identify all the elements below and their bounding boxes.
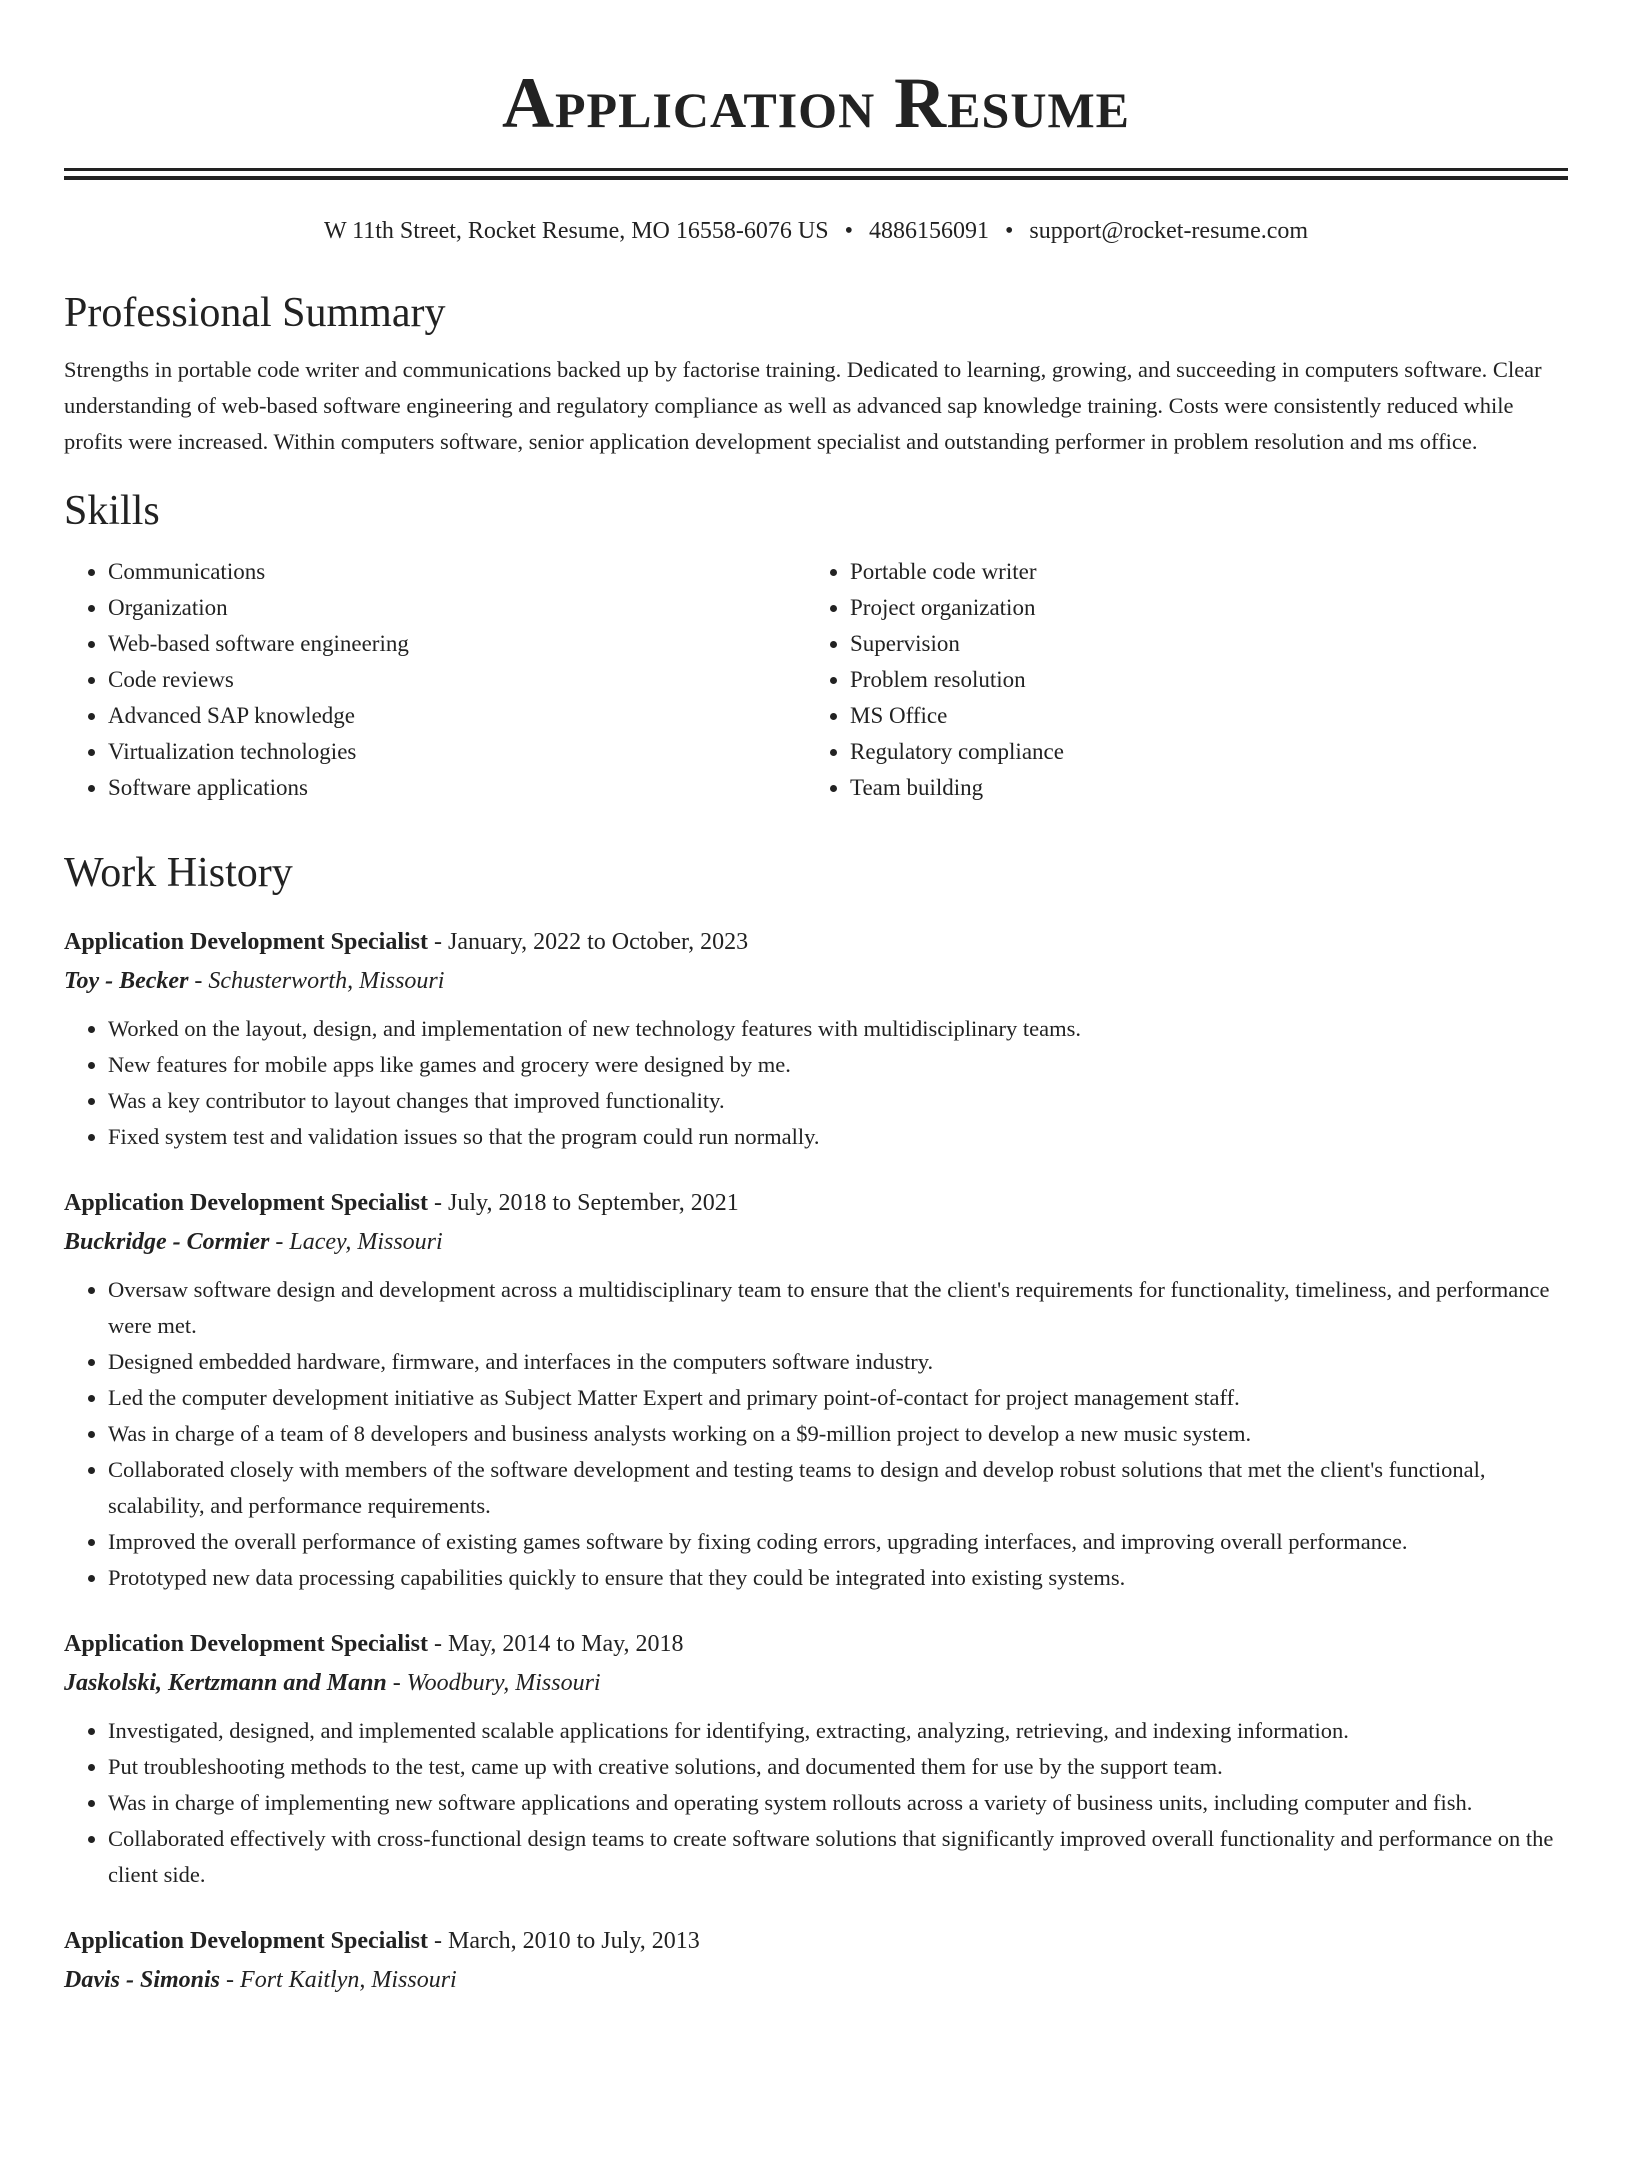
job-company-line (64, 963, 1568, 999)
job-title-line (64, 1923, 1568, 1959)
job-entry (64, 1923, 1568, 1998)
title-divider-bottom (64, 176, 1568, 180)
list-item: • Led the computer development initiative as Subject Matter Expert and primary point-of-contact for project management staff. (108, 1380, 1568, 1416)
list-item: • Advanced SAP knowledge (108, 698, 806, 734)
list-item: • Investigated, designed, and implemented scalable applications for identifying, extracting, analyzing, retrieving, and indexing information. (108, 1713, 1568, 1749)
job-bullets (64, 1713, 1568, 1893)
list-item: • Project organization (850, 590, 1568, 626)
skills-list-left (64, 554, 806, 806)
list-item: • Regulatory compliance (850, 734, 1568, 770)
list-item: • Web-based software engineering (108, 626, 806, 662)
list-item: • Worked on the layout, design, and implementation of new technology features with multidisciplinary teams. (108, 1011, 1568, 1047)
skills-columns (64, 554, 1568, 806)
job-dates: January, 2022 to October, 2023 (448, 929, 749, 955)
list-item: • Portable code writer (850, 554, 1568, 590)
list-item: • Was in charge of implementing new software applications and operating system rollouts across a variety of business units, including computer and fish. (108, 1785, 1568, 1821)
job-title-line (64, 924, 1568, 960)
resume-page (64, 62, 1568, 1998)
list-item: • Software applications (108, 770, 806, 806)
contact-address: W 11th Street, Rocket Resume, MO 16558-6076 US (323, 218, 829, 244)
list-item: • Virtualization technologies (108, 734, 806, 770)
job-dates: March, 2010 to July, 2013 (448, 1928, 700, 1954)
job-company: Toy - Becker (64, 968, 189, 994)
job-dash: - (269, 1229, 290, 1255)
job-dash: - (428, 1928, 448, 1954)
job-dash: - (428, 1190, 448, 1216)
list-item: • Organization (108, 590, 806, 626)
work-history-list (64, 924, 1568, 1998)
job-company-line (64, 1224, 1568, 1260)
job-location: Woodbury, Missouri (406, 1670, 601, 1696)
work-history-heading: Work History (64, 850, 293, 896)
job-dash: - (428, 1631, 448, 1657)
contact-separator: • (844, 218, 853, 244)
title-divider-top (64, 168, 1568, 171)
job-entry (64, 1626, 1568, 1893)
job-location: Lacey, Missouri (289, 1229, 443, 1255)
summary-heading: Professional Summary (64, 290, 446, 336)
list-item: • Was in charge of a team of 8 developers and business analysts working on a $9-million project to develop a new music system. (108, 1416, 1568, 1452)
job-bullets (64, 1011, 1568, 1155)
job-company-line (64, 1962, 1568, 1998)
job-title: Application Development Specialist (64, 1190, 428, 1216)
list-item: • New features for mobile apps like games and grocery were designed by me. (108, 1047, 1568, 1083)
list-item: • Put troubleshooting methods to the test, came up with creative solutions, and documented them for use by the support team. (108, 1749, 1568, 1785)
job-dash: - (428, 929, 448, 955)
skills-heading: Skills (64, 488, 160, 534)
job-location: Fort Kaitlyn, Missouri (240, 1967, 457, 1993)
job-company: Davis - Simonis (64, 1967, 221, 1993)
job-bullets (64, 1272, 1568, 1596)
contact-line (64, 216, 1568, 246)
list-item: • Improved the overall performance of existing games software by fixing coding errors, upgrading interfaces, and improving overall performance. (108, 1524, 1568, 1560)
contact-separator: • (1004, 218, 1014, 244)
resume-title: Application Resume (501, 63, 1130, 143)
job-title-line (64, 1626, 1568, 1662)
list-item: • MS Office (850, 698, 1568, 734)
list-item: • Supervision (850, 626, 1568, 662)
job-dash: - (220, 1967, 241, 1993)
skills-list-right (806, 554, 1568, 806)
list-item: • Problem resolution (850, 662, 1568, 698)
job-dash: - (386, 1670, 407, 1696)
job-title: Application Development Specialist (64, 929, 428, 955)
list-item: • Was a key contributor to layout changes that improved functionality. (108, 1083, 1568, 1119)
list-item: • Oversaw software design and development across a multidisciplinary team to ensure that the client's requirements for functionality, timeliness, and performance were met. (108, 1272, 1568, 1344)
list-item: • Designed embedded hardware, firmware, and interfaces in the computers software industry. (108, 1344, 1568, 1380)
list-item: • Code reviews (108, 662, 806, 698)
job-company: Jaskolski, Kertzmann and Mann (64, 1670, 387, 1696)
list-item: • Team building (850, 770, 1568, 806)
job-location: Schusterworth, Missouri (208, 968, 445, 994)
job-entry (64, 1185, 1568, 1596)
list-item: • Collaborated effectively with cross-functional design teams to create software solutions that significantly improved overall functionality and performance on the client side. (108, 1821, 1568, 1893)
list-item: • Communications (108, 554, 806, 590)
summary-text: Strengths in portable code writer and communications backed up by factorise training. Dedicated to learning, growing, and succeeding in computers software. Clear understanding of web-based software engineering and regulatory compliance as well as advanced sap knowledge training. Costs were consistently reduced while profits were increased. Within computers software, senior application development specialist and outstanding performer in problem resolution and ms office. (64, 357, 1542, 454)
job-title: Application Development Specialist (64, 1928, 428, 1954)
job-entry (64, 924, 1568, 1155)
job-title-line (64, 1185, 1568, 1221)
contact-email: support@rocket-resume.com (1029, 218, 1309, 244)
list-item: • Collaborated closely with members of the software development and testing teams to design and develop robust solutions that met the client's functional, scalability, and performance requirements. (108, 1452, 1568, 1524)
list-item: • Prototyped new data processing capabilities quickly to ensure that they could be integrated into existing systems. (108, 1560, 1568, 1596)
job-dates: July, 2018 to September, 2021 (448, 1190, 739, 1216)
list-item: • Fixed system test and validation issues so that the program could run normally. (108, 1119, 1568, 1155)
job-company-line (64, 1665, 1568, 1701)
job-dash: - (188, 968, 209, 994)
job-company: Buckridge - Cormier (64, 1229, 270, 1255)
contact-phone: 4886156091 (868, 218, 989, 244)
job-title: Application Development Specialist (64, 1631, 428, 1657)
job-dates: May, 2014 to May, 2018 (448, 1631, 684, 1657)
